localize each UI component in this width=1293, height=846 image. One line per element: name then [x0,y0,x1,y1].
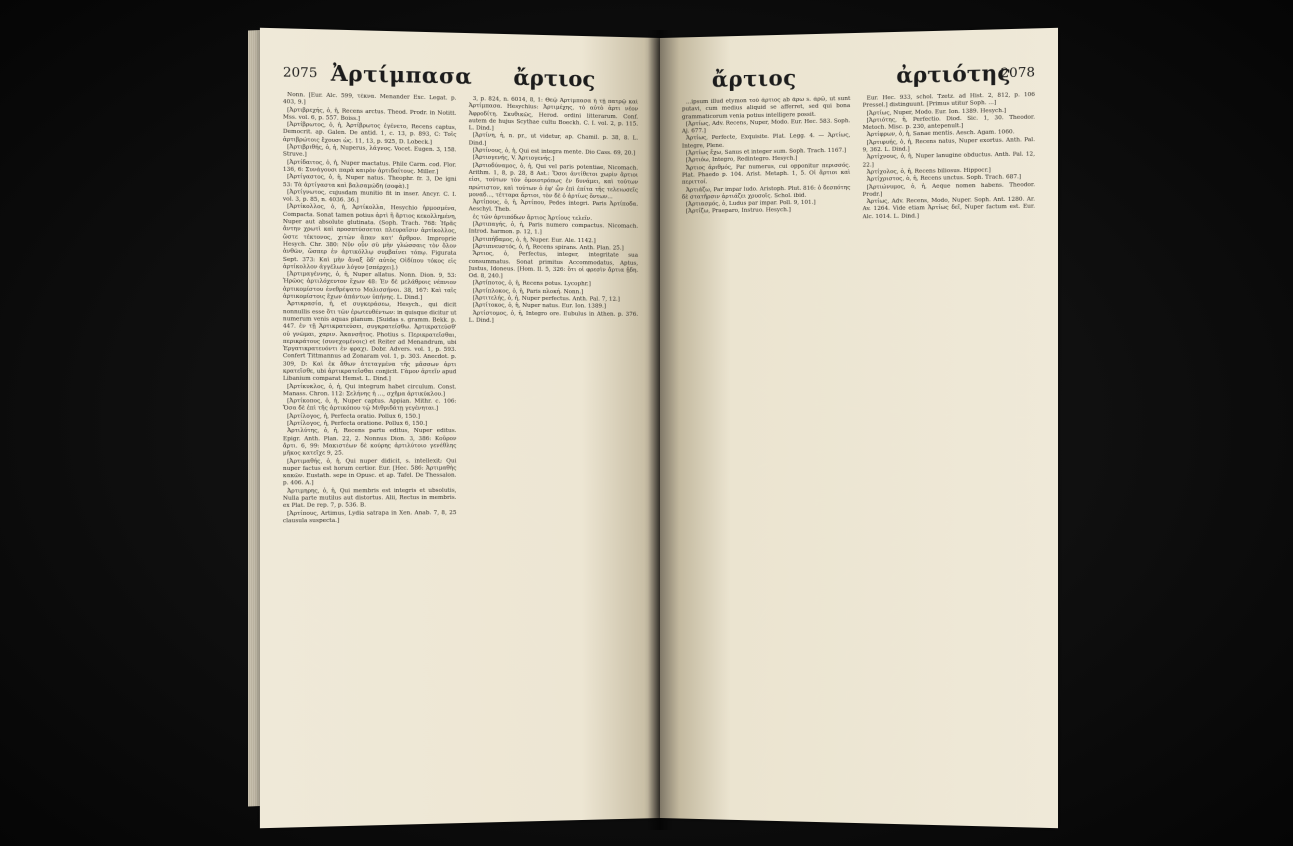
dictionary-entry: Ἀρτικρασία, ἡ, et συγκεράσεω, Hesych., qui dicit nonnullis esse ὅτι τῶν ἐρωτευθέντων: in quisque dicitur ut numerum venis aquas planum. [Suidas s. gramm. Bekk. p. 447. ἐν τῇ Ἀρτικρατεύσει, συγκρατείσθω. Ἀρτικρατεύσθ' οὐ γνῶμαι, χαριν. Ἀκανσῆτος. Photius s. Περικρατεῖσθαι, περικράτους (συνεχομένοις) et Reiter ad Menandrum, ubi Ἐργατικρατευόντι ἐν φραχι. Dobr. Advers. vol. 1, p. 593. Confert Tittmannus ad Zonaram vol. 1, p. 303. Anecdot. p. 309, D: Καὶ ἐκ ἄθων ἀτεταγμένα τῆς μᾶσσων ἀρτι κρατεῖσθε, ubi ἀρτικρατεῖσθαι conjicit. Γὰμον ἀρτεῖν apud Libanium comparat Hemst. L. Dind.] [282,301,457,383]
dictionary-entry: [Ἀρτιότης, ἡ, Perfectio. Diod. Sic. 1, 30. Theodor. Metoch. Misc. p. 230, antepenult.] [862,114,1035,132]
right-page [660,28,1058,828]
dictionary-entry: [Ἀρτιφυής, ὁ, ἡ, Recens natus, Nuper exortus. Anth. Pal. 9, 362. L. Dind.] [862,136,1035,154]
dictionary-entry: [Ἀρτίγαστος, ὁ, ἡ, Nuper natus. Theophr. fr. 3, De igni 53: Τὰ ἀρτίγαστα καὶ βαλσαμώδη (σοφὰ).] [282,174,457,190]
dictionary-entry: Nonn. [Eur. Alc. 599, τέκνα. Menander Exc. Legat. p. 403, 9.] [282,91,457,106]
dictionary-entry: [Ἀρτίτοκος, ὁ, ἡ, Nuper natus. Eur. Ion. 1389.] [472,302,607,310]
dictionary-entry: Ἀρτίφρων, ὁ, ἡ, Sanae mentis. Aesch. Agam. 1060. [866,129,1015,139]
dictionary-entry: [Ἀρτίως, Adv. Recens, Nuper, Modo. Eur. Hec. 583. Soph. Aj. 677.] [681,118,851,135]
dictionary-entry: [Ἀρτιπνευστός, ὁ, ἡ, Recens spirans. Anth. Plan. 25.] [472,243,624,252]
left-page-header [283,59,638,93]
dictionary-entry: [Ἀρτίπους, Artimus, Lydia satrapa in Xen. Anab. 7, 8, 25 clausula suspecta.] [282,509,457,525]
dictionary-entry: [Ἀρτιπαγής, ὁ, ἡ, Paris numero compactus. Nicomach. Introd. harmon. p. 12, 1.] [468,221,639,236]
dictionary-entry: Ἀρτίστομος, ὁ, ἡ, Integro ore. Eubulus in Athen. p. 376. L. Dind.] [468,310,639,324]
right-headword-2: ἀρτιότης [896,59,1011,88]
left-headword-1: Ἀρτίμπασα [330,60,473,89]
dictionary-entry: [Ἀρτίβρωτος, ὁ, ἡ, Ἀρτίβρωτος ἐγένετο, Recens captus, Democrit. ap. Galen. De antid. 1, c. 13, p. 893, C: Τοῖς ἀρτιβρώτοις ἔχουσι ὡς. 11, 13, p. 925, D. Lobeck.] [282,121,457,146]
dictionary-entry: [Ἀρτίως, Nuper, Modo. Eur. Ion. 1389. Hesych.] [866,107,1007,117]
dictionary-entry: Ἀρτίως, Perfecte, Exquisite. Plat. Legg. 4. — Ἀρτίως, Integre, Plene. [681,132,851,150]
dictionary-entry: [Ἀρτίως ἔχω, Sanus et integer sum. Soph. Trach. 1167.] [685,147,847,157]
dictionary-entry: 3, p. 824, n. 6014, 8, 1: Θεῷ Ἀρτίμπασα ἡ τῇ πατρῷ καὶ Ἀρτίμπασα. Hesychius: Ἀρτιμέχης, τὸ αὐτὸ ἀρτι νέον Ἀφροδίτη. Σκυθικῶς, Herod. ordini litterarum. Conf. autem de hujus Scythae cultu Boeckh. C. I. vol. 2, p. 115. L. Dind.] [468,95,639,132]
dictionary-entry: Ἀρτιμηρης, ὁ, ἡ, Qui membris est integris et ubsolutis, Nulla parte mutilus aut distortus. Alii, Rectus in membris. ex Plat. De rep. 7, p. 536. B. [282,487,457,510]
dictionary-entry: [Ἀρτιμαγέννης, ὁ, ἡ, Nuper allatus. Nonn. Dion. 9, 53: Ἠρῶος ἀρτιλόχευτον ἔχων 48: Ἐν δὲ μελάθροις νέπνιον ἀρτικομίστου ἐνεθρέψατο Μαλισσήνοι. 38, 167: Καὶ ταῖς ἀρτικομίστοις ἔχων ἀπάντων ὑπήνης. L. Dind.] [282,271,457,302]
dictionary-entry: [Ἀρτιπήδαμος, ὁ, ἡ, Nuper. Eur. Ale. 1142.] [472,236,596,244]
dictionary-entry: Ἀρτίπους, ὁ, ἡ, Ἀρτίπου, Pedes integri. Paris Ἀρτίποδα. Aeschyl. Theb. [468,199,639,214]
left-page-number: 2075 [282,65,318,82]
dictionary-entry: Ἀρτίχνους, ὁ, ἡ, Nuper lanugine obductus. Anth. Pal. 12, 22.] [862,151,1035,169]
dictionary-entry: [Ἀρτίγνωτος, cujusdam munitio fit in inser. Ancyr. C. I. vol. 3, p. 85, n. 4036. 36.] [282,189,457,204]
left-page-columns [283,92,638,813]
dictionary-entry: [Ἀρτίλογος, ἡ, Perfecta oratione. Pollux 6, 150.] [287,420,428,428]
dictionary-entry: Ἀρτιάζω, Par impar ludo. Aristoph. Plut. 816: ὁ δεσπότης δὲ στατῆρσιν ἀρτιάζει χρυσοῖς. Schol. ibid. [681,184,851,201]
right-page-number: 2078 [1000,65,1035,82]
dictionary-entry: Ἀρτίχριστος, ὁ, ἡ, Recens unctus. Soph. Trach. 687.] [866,174,1022,183]
dictionary-entry: [Ἀρτίκυκλος, ὁ, ἡ, Qui integrum habet circulum. Const. Manass. Chron. 112: Σελήνης ἡ ..., σχῆμα ἀρτικύκλου.] [282,383,457,398]
dictionary-entry: [Ἀρτιβριθής, ὁ, ἡ, Nuperus, λάγνος. Vocet. Eugen. 3, 158. Struve.] [282,144,457,159]
dictionary-entry: [Ἀρτίλογος, ἡ, Perfecta oratio. Pollux 6, 150.] [287,413,420,420]
dictionary-entry: [Ἀρτιτελής, ὁ, ἡ, Nuper perfectus. Anth. Pal. 7, 12.] [472,295,620,303]
dictionary-entry: [Ἀρτιώνυμος, ὁ, ἡ, Aeque nomen habens. Theodor. Prodr.] [862,181,1035,198]
dictionary-entry: ...ipsum illud etymon τοῦ ἄρτιος ab ἄρω s. ἀρῶ, ut sunt putavi, cum medius aliquid se afferret, sed qui bona grammaticorum venia potius intelligere possit. [681,95,851,121]
dictionary-entry: [Ἀρτίνη, ἡ, n. pr., ut videtur, ap. Chamil. p. 38, 8. L. Dind.] [468,132,639,147]
dictionary-entry: [Ἀρτιοδύναμος, ὁ, ἡ, Qui vel paris potentiae, Nicomach. Arithm. 1, 8, p. 28, 8 Ast.: Ὅσοι ἀντίθετοι χωρὶν ἄρτιοι εἰσι, τούτων τὸν ὁμοιοτρόπως ἐν δυνάμει, καὶ τούτων πρώτιστον, καὶ τούτων ὁ ἐφ' ὧν ἐπὶ ἐπίτα τῆς τελειωσεῖς μοναδ..., τέτταρα ἄρτιοι, τὸν δὲ ὁ ἀρτίως ὄντων... [468,162,639,201]
dictionary-entry: [Ἀρτιόω, Integro, Redintegro. Hesych.] [685,155,798,164]
dictionary-entry: Ἀρτιλύτης, ὁ, ἡ, Recens partu editus, Nuper editus. Epigr. Anth. Plan. 22, 2. Nonnus Dion. 3, 386: Κοῦρον ἄρτι. 6, 99: Μακιστέων δὲ κούρης ἀρτιλύτοιο γενέθλης μῆκος κατεῖχε 9, 25. [282,428,457,457]
dictionary-entry: [Ἀρτιβρεχής, ὁ, ἡ, Recens arctus. Theod. Prodr. in Notitt. Mss. vol. 6, p. 557. Boiss.] [282,106,457,122]
dictionary-entry: [Ἀρτίκολλος, ὁ, ἡ, Ἀρτίκολλα, Hesychio ἡρμοσμένα, Compacta. Sonat tamen potius ἀρτὶ ἢ ἄρτιος κεκολλημένη, Nuper aut absolute glutinata. (Soph. Trach. 768: Ἠρᾶς ἄντην χρωτὶ καὶ προσπτύσσεται πλευραῖσιν ἀρτίκολλος, ὥστε τέκτονος, χιτὼν ἅπαν κατ' ἄρθρον. Improprie Hesych. Chr. 380: Νῦν οὖν σὺ μὴν γλώσσαις τὸν ὅλον ἀνθῶν, ὥσπερ ἐν ἀρτικόλλῳ συμβαίνει τόπῳ. Figurata Sept. 373: Καὶ μὴν ἄναξ ὅδ' αὐτὸς Οἰδίπου τόκος εἰς ἀρτίκολλον ἀγγέλων λόγον [σπέρχει].) [282,204,457,272]
dictionary-entry: [Ἀρτιμαθής, ὁ, ἡ, Qui nuper didicit, s. intellexit; Qui nuper factus est horum certior. Eur. [Hec. 586: Ἀρτιμαθὴς κακῶν. Eustath. sepe in Opusc. et ap. Tafel. De Thessalon. p. 406. A.] [282,457,457,487]
right-headword-1: ἄρτιος [711,64,797,92]
left-page [260,28,660,829]
dictionary-entry: [Ἀρτίκοπος, ὁ, ἡ, Nuper captus. Appian. Mithr. c. 106: Ὅσα δὲ ἐπὶ τῆς ἀρτικόπου τῷ Μιθριδάτῃ γεγένηται.] [282,398,457,413]
dictionary-entry: Ἄρτιος ἀριθμός, Par numerus, cui opponitur περισσός. Plat. Phaedo p. 104. Arist. Metaph. 1, 5. Οἱ ἄρτιοι καὶ περιττοί. [681,162,851,186]
dictionary-entry: [Ἀρτίζω, Praeparo, Instruo. Hesych.] [685,207,791,216]
right-column-2 [863,92,1035,813]
dictionary-entry: Eur. Hec. 933, schol. Tzetz. ad Hist. 2, 812, p. 106 Pressel.] distinguunt. [Primus utitur Soph. ...] [862,91,1035,110]
right-page-columns [682,92,1035,813]
dictionary-entry: [Ἀρτίδαιτος, ὁ, ἡ, Nuper mactatus. Phile Carm. cod. Flor. 136, 6: Συνάγουσι παρὰ καιρὸν ἀρτιδαίτους. Miller.] [282,159,457,176]
dictionary-entry: [Ἀρτίπλοκος, ὁ, ἡ, Paris πλοκή. Nonn.] [472,288,584,296]
dictionary-entry: [Ἀρτίνους, ὁ, ἡ, Qui est integra mente. Dio Cass. 69, 20.] [472,147,636,157]
dictionary-entry: [Ἀρτιασμός, ὁ, Ludus par impar. Poll. 9, 101.] [685,199,816,208]
dictionary-entry: [Ἀρτιογενής, V. Ἀρτιογενής.] [472,155,555,163]
left-headword-2: ἄρτιος [513,64,596,92]
dictionary-entry: Ἄρτιος, ὁ, Perfectus, integer, integritate sua consummatus. Sonat primitus Accommodatus, Aptus, Justus, Idoneus. [Hom. Il. 5, 326: ὅτι οἱ φρεσὶν ἄρτια ᾔδη. Od. 8, 240.] [468,251,639,280]
left-column-1 [283,92,457,813]
dictionary-entry: Ἀρτίχολος, ὁ, ἡ, Recens biliosus. Hippocr.] [866,167,991,176]
dictionary-entry: [Ἀρτίποτος, ὁ, ἡ, Recens potus. Lycophr.] [472,280,591,288]
right-column-1 [682,96,850,809]
dictionary-entry: Ἀρτίως, Adv. Recens, Modo, Nuper. Soph. Ant. 1280. Ar. Av. 1264. Vide etiam Ἀρτίως δεῖ, Nuper factum est. Eur. Alc. 1014. L. Dind.] [862,196,1035,221]
left-column-2 [469,96,638,809]
right-page-header [682,59,1035,93]
dictionary-entry: ἐς τῶν ἀρτιπόδων ἄρτιος Ἀρτίους τελεῖν. [472,214,593,222]
